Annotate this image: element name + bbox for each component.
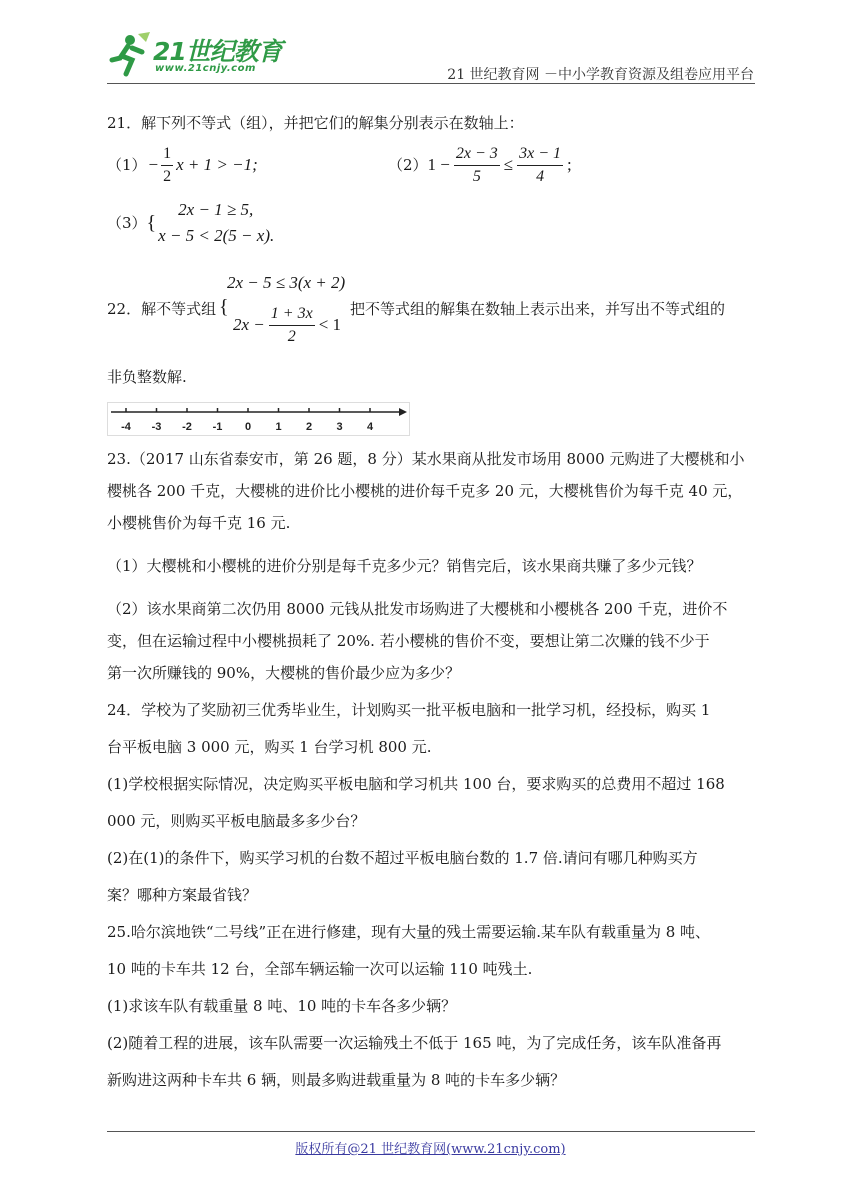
q24-sub1-line2: 000 元，则购买平板电脑最多多少台？: [107, 812, 366, 830]
semicolon: ;: [567, 155, 572, 174]
q22-prefix: 22．解不等式组: [107, 300, 217, 318]
number-line-tick-label: 4: [366, 421, 374, 433]
number-line-tick-label: -1: [212, 421, 223, 433]
runner-logo-icon: [108, 30, 152, 78]
q22-continued: 非负整数解.: [107, 368, 187, 386]
q22-suffix: 把不等式组的解集在数轴上表示出来，并写出不等式组的: [350, 300, 726, 318]
q23-sub2-line3: 第一次所赚钱的 90%，大樱桃的售价最少应为多少？: [107, 664, 461, 682]
q23-line1: 23.（2017 山东省泰安市，第 26 题，8 分）某水果商从批发市场用 8000 元购进了大樱桃和小: [107, 450, 745, 468]
q21-part3-system: [158, 197, 274, 249]
minus-sign: −: [148, 155, 159, 174]
site-logo[interactable]: [108, 30, 283, 80]
q25-sub2-line1: (2)随着工程的进展，该车队需要一次运输残土不低于 165 吨，为了完成任务，该车队准备再: [107, 1034, 722, 1052]
number-line-tick-label: -4: [121, 421, 131, 433]
number-line: [107, 402, 410, 436]
q25-sub1: (1)求该车队有载重量 8 吨、10 吨的卡车各多少辆？: [107, 997, 457, 1015]
q25-line1: 25.哈尔滨地铁“二号线”正在进行修建，现有大量的残土需要运输.某车队有载重量为 8 吨、: [107, 923, 711, 941]
brand-name: 21世纪教育: [153, 37, 282, 66]
q21-stem: 21．解下列不等式（组），并把它们的解集分别表示在数轴上：: [107, 114, 524, 132]
footer-divider: [107, 1131, 755, 1132]
one-minus: 1 −: [427, 155, 450, 174]
q24-sub2-line2: 案？哪种方案最省钱？: [107, 886, 258, 904]
header-site-title: 21 世纪教育网 －中小学教育资源及组卷应用平台: [447, 67, 754, 83]
q24-line1: 24．学校为了奖励初三优秀毕业生，计划购买一批平板电脑和一批学习机，经投标，购买 1: [107, 701, 711, 719]
q21-part1: [107, 143, 258, 187]
arrow-right-icon: [399, 408, 407, 416]
q25-line2: 10 吨的卡车共 12 台，全部车辆运输一次可以运输 110 吨残土.: [107, 960, 533, 978]
q21-part1-label: （1）: [107, 155, 147, 174]
q24-sub1-line1: (1)学校根据实际情况，决定购买平板电脑和学习机共 100 台，要求购买的总费用不超过 168: [107, 775, 725, 793]
number-line-tick-label: -3: [151, 421, 162, 433]
q21-part2-label: （2）: [388, 155, 428, 174]
q21-part2-fraction-right: $\frac{3x - 1}{4}$: [519, 144, 562, 185]
brand-url: www.21cnjy.com: [155, 63, 256, 74]
brace-icon: {: [219, 296, 229, 318]
q23-line2: 樱桃各 200 千克，大樱桃的进价比小樱桃的进价每千克多 20 元，大樱桃售价为每千克 40 元，: [107, 482, 743, 500]
header-divider: [107, 83, 755, 84]
q23-sub1: （1）大樱桃和小樱桃的进价分别是每千克多少元？销售完后，该水果商共赚了多少元钱？: [107, 557, 702, 575]
q24-line2: 台平板电脑 3 000 元，购买 1 台学习机 800 元.: [107, 738, 432, 756]
q22-fraction: $\frac{1 + 3x}{2}$: [270, 304, 313, 345]
q21-part3: [107, 198, 274, 248]
q21-part2: [388, 143, 572, 187]
brace-icon: {: [146, 211, 157, 234]
q21-part3-ineq2: x − 5 < 2(5 − x).: [158, 226, 275, 245]
leq-sign: ≤: [503, 155, 514, 174]
footer-copyright-link[interactable]: 版权所有@21 世纪教育网(www.21cnjy.com): [295, 1142, 566, 1157]
q24-sub2-line1: (2)在(1)的条件下，购买学习机的台数不超过平板电脑台数的 1.7 倍.请问有哪几种购买方: [107, 849, 698, 867]
number-line-tick-label: 2: [305, 421, 313, 433]
q21-part1-fraction: $\frac{1}{2}$: [163, 144, 172, 185]
number-line-tick-label: 1: [275, 421, 282, 433]
q23-sub2-line1: （2）该水果商第二次仍用 8000 元钱从批发市场购进了大樱桃和小樱桃各 200 千克，进价不: [107, 600, 728, 618]
q21-part2-fraction-left: $\frac{2x - 3}{5}$: [455, 144, 498, 185]
q21-part3-label: （3）: [107, 213, 147, 232]
q23-sub2-line2: 变，但在运输过程中小樱桃损耗了 20%. 若小樱桃的售价不变，要想让第二次赚的钱不少于: [107, 632, 710, 650]
q23-line3: 小樱桃售价为每千克 16 元.: [107, 514, 291, 532]
q25-sub2-line2: 新购进这两种卡车共 6 辆，则最多购进载重量为 8 吨的卡车多少辆？: [107, 1071, 566, 1089]
number-line-tick-label: -2: [182, 421, 192, 433]
number-line-tick-label: 3: [336, 421, 343, 433]
q22-ineq1: 2x − 5 ≤ 3(x + 2): [227, 273, 346, 292]
q21-part3-ineq1: 2x − 1 ≥ 5,: [178, 200, 254, 219]
number-line-tick-label: 0: [244, 421, 252, 433]
q22-ineq2: 2x − $\frac{1 + 3x}{2}$ < 1: [233, 304, 342, 345]
q21-part1-rest: x + 1 > −1;: [176, 155, 258, 174]
